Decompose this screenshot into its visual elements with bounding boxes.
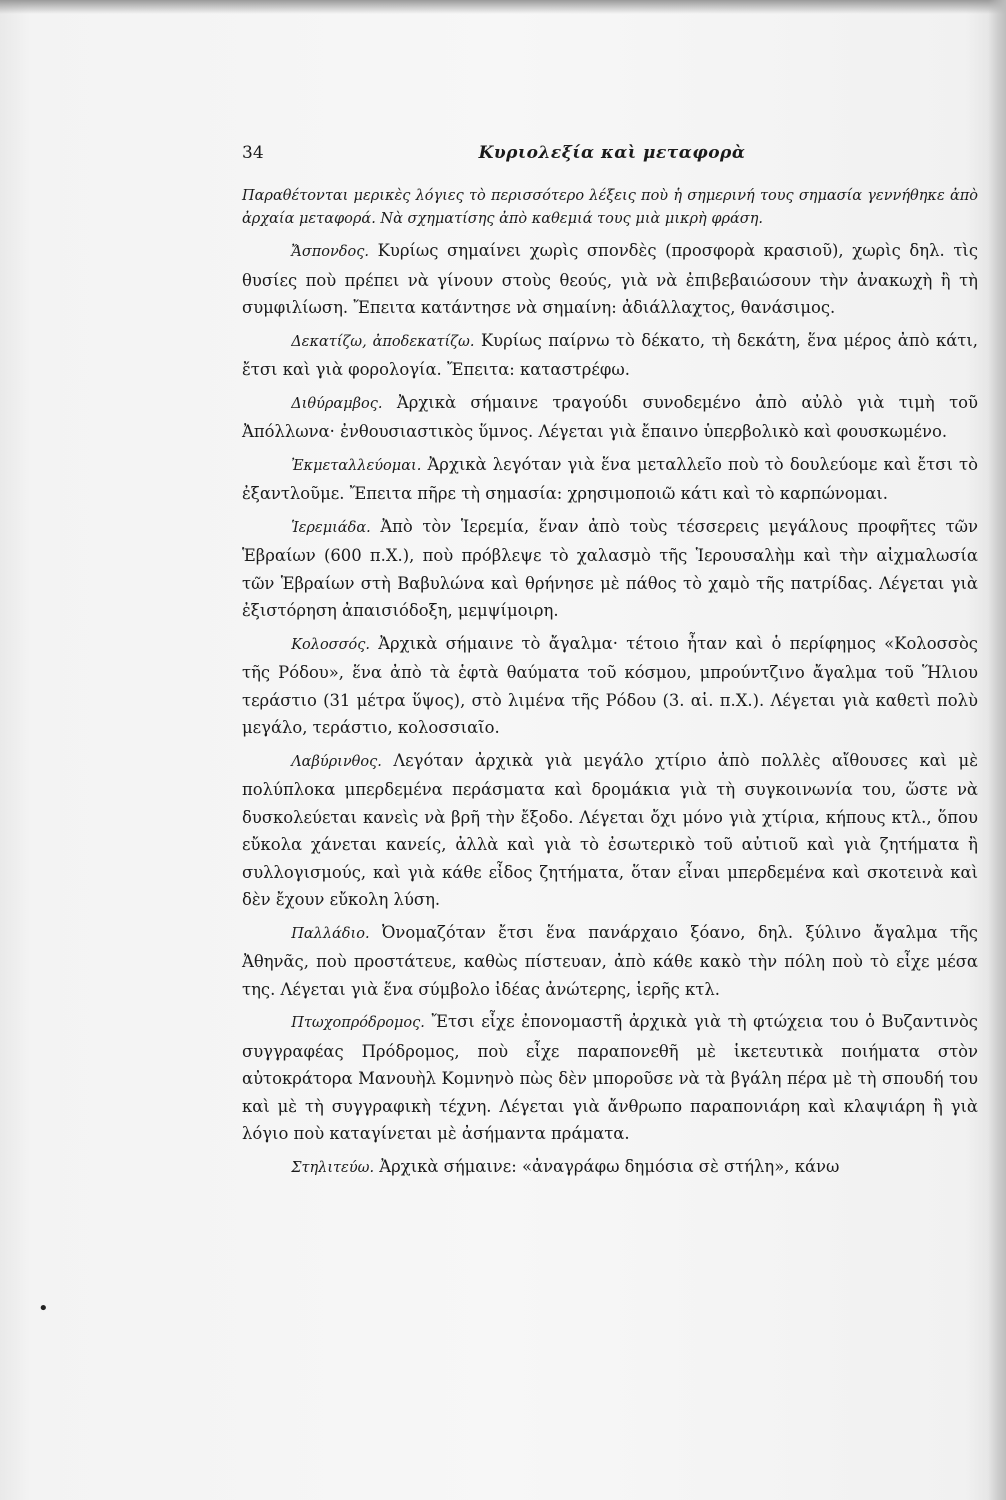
entry-term: Κολοσσός. xyxy=(291,636,370,653)
entry-ekmetallevomai xyxy=(242,451,978,508)
entry-palladio xyxy=(242,919,978,1004)
intro-paragraph: Παραθέτονται μερικὲς λόγιες τὸ περισσότερο λέξεις ποὺ ἡ σημερινή τους σημασία γεννήθηκε ἀπὸ ἀρχαία μεταφορά. Νὰ σχηματίσης ἀπὸ καθεμιά τους μιὰ μικρὴ φράση. xyxy=(242,188,978,227)
margin-mark: • xyxy=(38,1298,49,1319)
top-edge-shadow xyxy=(0,0,1006,14)
entry-term: Ἐκμεταλλεύομαι. xyxy=(291,457,422,474)
entry-text: Ἀρχικὰ σήμαινε τραγούδι συνοδεμένο ἀπὸ αὐλὸ γιὰ τιμὴ τοῦ Ἀπόλλωνα· ἐνθουσιαστικὸς ὕμνος. Λέγεται γιὰ ἔπαινο ὑπερβολικὸ καὶ φουσκωμένο. xyxy=(242,392,978,441)
entry-dithyramvos xyxy=(242,389,978,446)
entry-text: Ἀρχικὰ σήμαινε: «ἀναγράφω δημόσια σὲ στήλη», κάνω xyxy=(379,1156,840,1176)
entry-term: Δεκατίζω, ἀποδεκατίζω. xyxy=(291,333,475,350)
entry-term: Λαβύρινθος. xyxy=(291,753,382,770)
entry-term: Διθύραμβος. xyxy=(291,395,383,412)
entry-lavyrinthos xyxy=(242,747,978,914)
entry-text: Ἀπὸ τὸν Ἱερεμία, ἕναν ἀπὸ τοὺς τέσσερεις μεγάλους προφῆτες τῶν Ἑβραίων (600 π.Χ.), ποὺ πρόβλεψε τὸ χαλασμὸ τῆς Ἱερουσαλὴμ καὶ τὴν αἰχμαλωσία τῶν Ἑβραίων στὴ Βαβυλώνα καὶ θρήνησε μὲ πάθος τὸ χαμὸ τῆς πατρίδας. Λέγεται γιὰ ἐξιστόρηση ἀπαισιόδοξη, μεμψίμοιρη. xyxy=(242,516,979,620)
entry-ieremiada xyxy=(242,513,978,625)
right-edge-shadow xyxy=(988,0,1006,1500)
entry-text: Λεγόταν ἀρχικὰ γιὰ μεγάλο χτίριο ἀπὸ πολλὲς αἴθουσες καὶ μὲ πολύπλοκα μπερδεμένα περάσματα καὶ δρομάκια γιὰ τὴ συγκοινωνία του, ὥστε νὰ δυσκολεύεται κανεὶς νὰ βρῆ τὴν ἔξοδο. Λέγεται ὄχι μόνο γιὰ χτίρια, κήπους κτλ., ὅπου εὔκολα χάνεται κανείς, ἀλλὰ καὶ γιὰ τὸ ἐσωτερικὸ τοῦ αὐτιοῦ καὶ γιὰ ζητήματα ἢ συλλογισμούς, καὶ γιὰ κάθε εἶδος ζητήματα, ὅταν εἶναι μπερδεμένα καὶ σκοτεινὰ καὶ δὲν ἔχουν εὔκολη λύση. xyxy=(242,750,978,909)
entry-kolossos xyxy=(242,630,978,742)
entry-dekatizo xyxy=(242,327,978,384)
entry-term: Πτωχοπρόδρομος. xyxy=(291,1015,425,1031)
entry-asponodos xyxy=(242,237,978,322)
entry-text: Κυρίως σημαίνει χωρὶς σπονδὲς (προσφορὰ κρασιοῦ), χωρὶς δηλ. τὶς θυσίες ποὺ πρέπει νὰ γίνουν στοὺς θεούς, γιὰ νὰ ἐπιβεβαιώσουν τὴν ἀνακωχὴ ἢ τὴ συμφιλίωση. Ἔπειτα κατάντησε νὰ σημαίνη: ἀδιάλλαχτος, θανάσιμος. xyxy=(242,241,978,317)
entry-term: Ἄσπονδος. xyxy=(291,244,369,260)
entry-ptochoprodromos xyxy=(242,1008,978,1148)
running-title: Κυριολεξία καὶ μεταφορὰ xyxy=(478,143,746,163)
entry-text: Ἔτσι εἶχε ἐπονομαστῆ ἀρχικὰ γιὰ τὴ φτώχεια του ὁ Βυζαντινὸς συγγραφέας Πρόδρομος, ποὺ εἶχε παραπονεθῆ μὲ ἱκετευτικὰ ποιήματα στὸν αὐτοκράτορα Μανουὴλ Κομνηνὸ πὼς δὲν μποροῦσε νὰ τὰ βγάλη πέρα μὲ τὴ σπουδή του καὶ μὲ τὴ συγγραφικὴ τέχνη. Λέγεται γιὰ ἄνθρωπο παραπονιάρη καὶ κλαψιάρη ἢ γιὰ λόγιο ποὺ καταγίνεται μὲ ἀσήμαντα πράματα. xyxy=(242,1012,978,1143)
entry-stiliteyo xyxy=(242,1153,978,1183)
entry-text: Κυρίως παίρνω τὸ δέκατο, τὴ δεκάτη, ἕνα μέρος ἀπὸ κάτι, ἔτσι καὶ γιὰ φορολογία. Ἔπειτα: καταστρέφω. xyxy=(242,330,978,379)
entry-term: Παλλάδιο. xyxy=(291,925,370,942)
page-content xyxy=(242,185,978,1187)
page-header xyxy=(242,143,978,167)
page-number: 34 xyxy=(242,143,264,163)
entry-text: Ὀνομαζόταν ἔτσι ἕνα πανάρχαιο ξόανο, δηλ. ξύλινο ἄγαλμα τῆς Ἀθηνᾶς, ποὺ προστάτευε, καθὼς πίστευαν, ἀπὸ κάθε κακὸ τὴν πόλη ποὺ τὸ εἶχε μέσα της. Λέγεται γιὰ ἕνα σύμβολο ἰδέας ἀνώτερης, ἱερῆς κτλ. xyxy=(242,922,978,999)
entry-text: Ἀρχικὰ λεγόταν γιὰ ἕνα μεταλλεῖο ποὺ τὸ δουλεύομε καὶ ἔτσι τὸ ἐξαντλοῦμε. Ἔπειτα πῆρε τὴ σημασία: χρησιμοποιῶ κάτι καὶ τὸ καρπώνομαι. xyxy=(242,454,978,503)
entry-term: Ἱερεμιάδα. xyxy=(291,519,371,536)
entry-text: Ἀρχικὰ σήμαινε τὸ ἄγαλμα· τέτοιο ἦταν καὶ ὁ περίφημος «Κολοσσὸς τῆς Ρόδου», ἕνα ἀπὸ τὰ ἑφτὰ θαύματα τοῦ κόσμου, μπρούντζινο ἄγαλμα τοῦ Ἥλιου τεράστιο (31 μέτρα ὕψος), στὸ λιμένα τῆς Ρόδου (3. αἱ. π.Χ.). Λέγεται γιὰ καθετὶ πολὺ μεγάλο, τεράστιο, κολοσσιαῖο. xyxy=(242,633,978,737)
entry-term: Στηλιτεύω. xyxy=(291,1159,375,1176)
